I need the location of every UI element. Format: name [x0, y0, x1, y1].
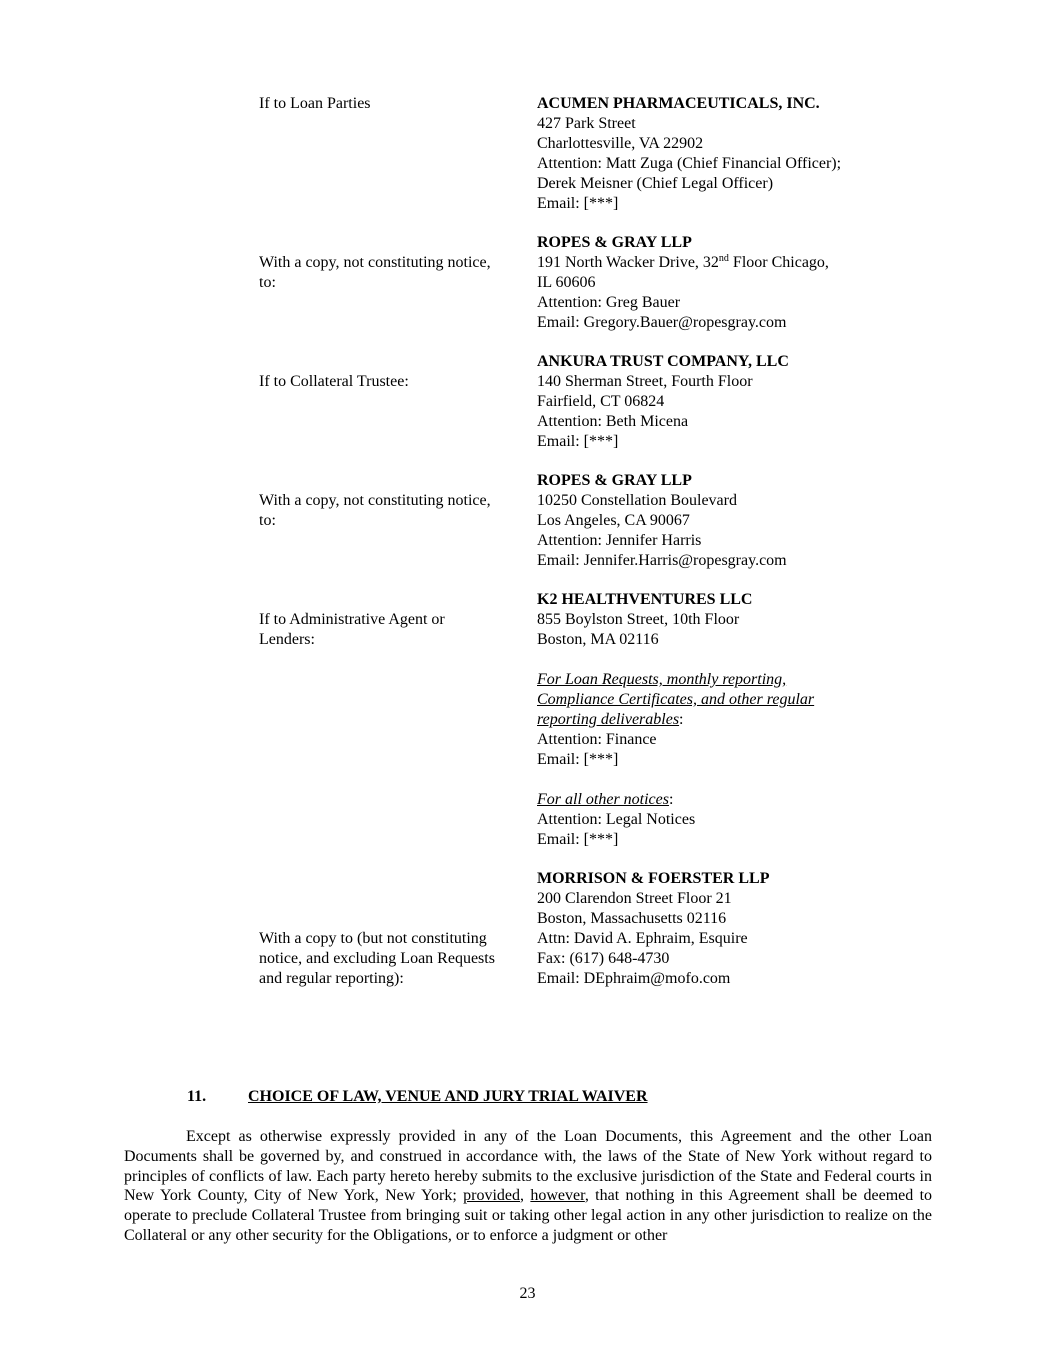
section-title: CHOICE OF LAW, VENUE AND JURY TRIAL WAIVER: [248, 1088, 648, 1105]
loan-requests-heading: Compliance Certificates, and other regular: [537, 691, 815, 708]
company-name: ROPES & GRAY LLP: [537, 472, 692, 489]
notice-label-copy: With a copy, not constituting notice,: [259, 254, 491, 271]
attention-line: Attention: Jennifer Harris: [537, 532, 702, 549]
notice-label-copy: to:: [259, 512, 276, 529]
address-city: Boston, Massachusetts 02116: [537, 910, 727, 927]
attention-line: Attn: David A. Ephraim, Esquire: [537, 930, 748, 947]
notice-label-copy: notice, and excluding Loan Requests: [259, 950, 495, 967]
address-street: 427 Park Street: [537, 115, 636, 132]
address-street: 191 North Wacker Drive, 32nd Floor Chicago,: [537, 253, 829, 271]
attention-line: Attention: Beth Micena: [537, 413, 689, 430]
attention-line: Attention: Greg Bauer: [537, 294, 681, 311]
notice-label-copy: With a copy, not constituting notice,: [259, 492, 491, 509]
section-number: 11.: [187, 1088, 207, 1105]
notice-label-loan-parties: If to Loan Parties: [259, 95, 371, 112]
page-number: 23: [519, 1285, 536, 1302]
address-city: Boston, MA 02116: [537, 631, 659, 648]
notice-label-admin-agent: If to Administrative Agent or: [259, 611, 445, 628]
address-city: IL 60606: [537, 274, 596, 291]
section-paragraph: Except as otherwise expressly provided in any of the Loan Documents, this Agreement and the other Loan Documents shall be governed by, and construed in accordance with, the laws of the State of New York without regard to principles of conflicts of law. Each party hereto hereby submits to the exclusive jurisdiction of the State and Federal courts in New York County, City of New York, New York; provided, however, that nothing in this Agreement shall be deemed to operate to preclude Collateral Trustee from bringing suit or taking other legal action in any other jurisdiction to realize on the Collateral or any other security for the Obligations, or to enforce a judgment or other: [124, 1128, 933, 1244]
email-line: Email: [***]: [537, 195, 619, 212]
other-notices-heading: For all other notices:: [537, 791, 674, 808]
attention-line: Attention: Finance: [537, 731, 657, 748]
email-line: Email: Jennifer.Harris@ropesgray.com: [537, 552, 787, 569]
loan-requests-heading: For Loan Requests, monthly reporting,: [537, 671, 787, 688]
company-name: ANKURA TRUST COMPANY, LLC: [537, 353, 789, 370]
email-line: Email: [***]: [537, 831, 619, 848]
email-line: Email: DEphraim@mofo.com: [537, 970, 731, 987]
company-name: ACUMEN PHARMACEUTICALS, INC.: [537, 95, 820, 112]
attention-line: Attention: Matt Zuga (Chief Financial Officer);: [537, 155, 842, 172]
attention-line: Derek Meisner (Chief Legal Officer): [537, 175, 774, 192]
address-street: 855 Boylston Street, 10th Floor: [537, 611, 740, 628]
address-city: Charlottesville, VA 22902: [537, 135, 704, 152]
email-line: Email: [***]: [537, 433, 619, 450]
address-city: Fairfield, CT 06824: [537, 393, 665, 410]
company-name: MORRISON & FOERSTER LLP: [537, 870, 770, 887]
loan-requests-heading: reporting deliverables:: [537, 711, 684, 728]
notice-label-copy: to:: [259, 274, 276, 291]
company-name: K2 HEALTHVENTURES LLC: [537, 591, 753, 608]
notice-label-admin-agent: Lenders:: [259, 631, 315, 648]
fax-line: Fax: (617) 648-4730: [537, 950, 670, 967]
address-city: Los Angeles, CA 90067: [537, 512, 690, 529]
company-name: ROPES & GRAY LLP: [537, 234, 692, 251]
address-street: 10250 Constellation Boulevard: [537, 492, 737, 509]
notice-label-copy: With a copy to (but not constituting: [259, 930, 487, 947]
notice-label-copy: and regular reporting):: [259, 970, 404, 987]
notice-label-collateral-trustee: If to Collateral Trustee:: [259, 373, 409, 390]
address-street: 200 Clarendon Street Floor 21: [537, 890, 732, 907]
address-street: 140 Sherman Street, Fourth Floor: [537, 373, 753, 390]
email-line: Email: Gregory.Bauer@ropesgray.com: [537, 314, 787, 331]
attention-line: Attention: Legal Notices: [537, 811, 696, 828]
email-line: Email: [***]: [537, 751, 619, 768]
